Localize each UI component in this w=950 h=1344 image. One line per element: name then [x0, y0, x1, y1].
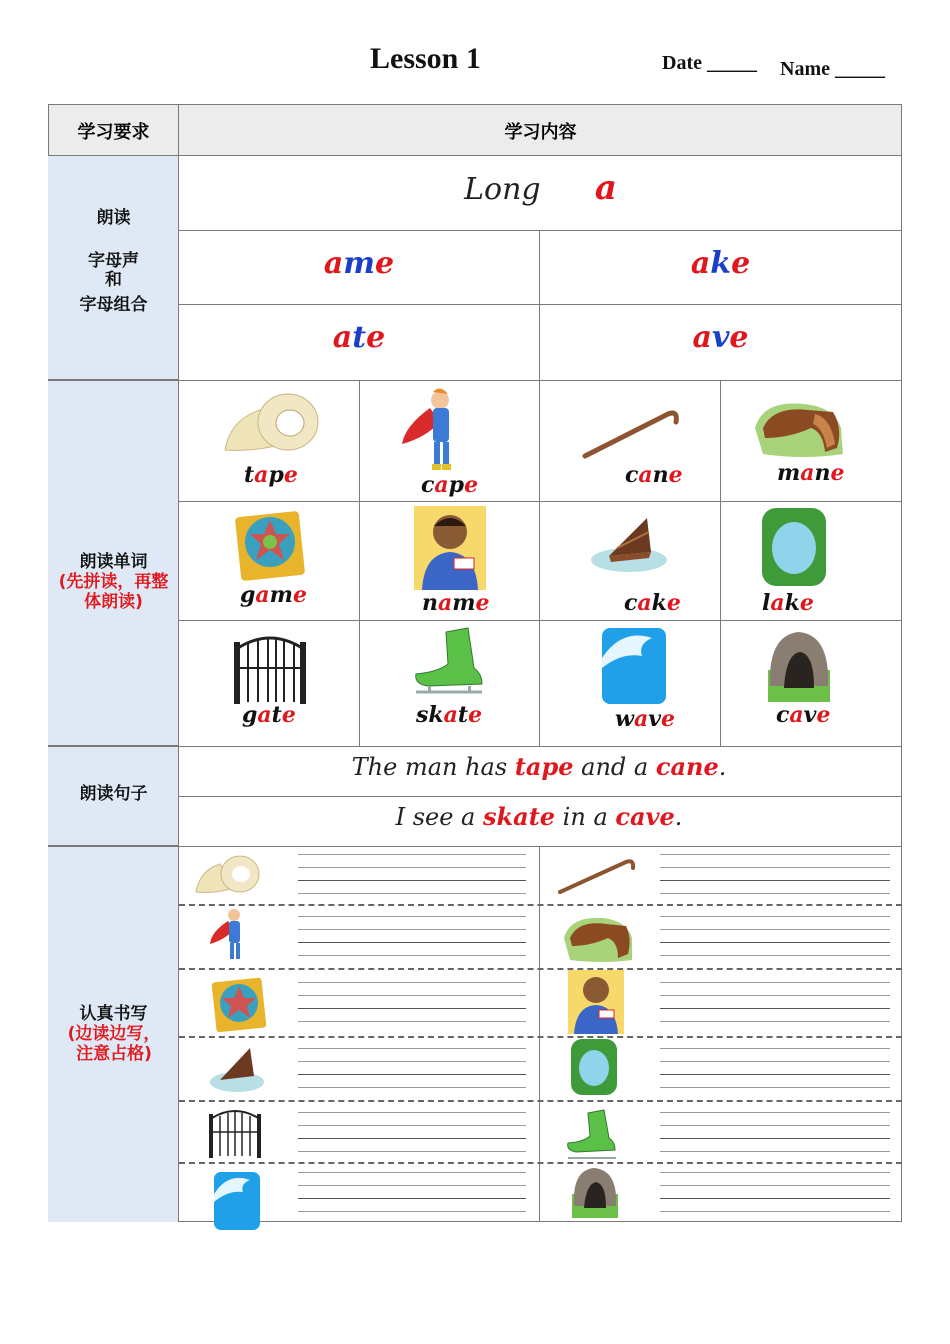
gate-icon	[232, 628, 308, 704]
cave-icon	[572, 1166, 618, 1218]
sentence-1: The man has tape and a cane.	[351, 752, 727, 781]
wave-icon	[214, 1172, 260, 1230]
row-separator	[179, 1036, 902, 1038]
row-separator	[179, 968, 902, 970]
word-tape: tape	[244, 462, 298, 488]
writing-lines[interactable]	[660, 916, 890, 968]
cave-icon	[768, 630, 830, 702]
word-cane: cane	[625, 462, 683, 488]
sentences-label: 朗读句子	[79, 784, 148, 804]
lake-icon	[760, 506, 828, 588]
words-note: (先拼读，再整体朗读)	[58, 572, 169, 612]
divider	[539, 380, 540, 746]
writing-lines[interactable]	[298, 1112, 526, 1164]
tape-icon	[220, 390, 320, 460]
writing-lines[interactable]	[660, 1172, 890, 1224]
phonics-label-line3: 和	[105, 270, 122, 290]
pattern-ate: ate	[332, 320, 386, 355]
horse-icon	[562, 914, 634, 964]
divider	[48, 746, 902, 747]
writing-lines[interactable]	[660, 982, 890, 1034]
writing-lines[interactable]	[298, 854, 526, 906]
game-board-icon	[212, 976, 268, 1032]
phonics-label-line4: 字母组合	[79, 295, 148, 315]
col-requirement-label: 学习要求	[77, 122, 150, 143]
word-game: game	[240, 582, 307, 608]
writing-note: (边读边写，注意占格)	[67, 1024, 161, 1064]
word-skate: skate	[416, 702, 483, 728]
cane-icon	[580, 404, 680, 464]
word-wave: wave	[615, 706, 676, 732]
date-field[interactable]: Date _____	[662, 52, 757, 74]
word-cape: cape	[421, 472, 479, 498]
skate-icon	[562, 1110, 620, 1166]
word-lake: lake	[762, 590, 814, 616]
name-field[interactable]: Name _____	[780, 58, 885, 80]
gate-icon	[208, 1104, 262, 1158]
long-letter: a	[594, 168, 617, 208]
long-word: Long	[464, 172, 541, 207]
divider	[179, 620, 902, 621]
divider	[179, 304, 902, 305]
worksheet-table	[48, 104, 902, 1222]
phonics-label-read: 朗读	[96, 208, 131, 228]
cape-icon	[400, 386, 480, 474]
lake-icon	[570, 1038, 618, 1096]
word-name: name	[422, 590, 490, 616]
divider	[179, 796, 902, 797]
col-content-label: 学习内容	[504, 122, 577, 143]
divider	[359, 380, 360, 746]
writing-label: 认真书写	[79, 1004, 148, 1024]
row-separator	[179, 1100, 902, 1102]
word-mane: mane	[777, 460, 845, 486]
pattern-ave: ave	[692, 320, 749, 355]
divider	[48, 380, 902, 381]
word-gate: gate	[242, 702, 296, 728]
cake-icon	[589, 512, 669, 574]
long-a-heading	[179, 168, 902, 208]
divider	[179, 230, 902, 231]
phonics-label-line2: 字母声	[88, 251, 139, 271]
wave-icon	[602, 628, 666, 704]
page-title: Lesson 1	[370, 42, 481, 75]
skate-icon	[408, 628, 488, 702]
divider	[720, 380, 721, 746]
horse-icon	[753, 398, 845, 460]
writing-lines[interactable]	[660, 1112, 890, 1164]
divider	[48, 846, 902, 847]
cane-icon	[556, 856, 636, 896]
cake-icon	[208, 1044, 266, 1094]
writing-lines[interactable]	[298, 982, 526, 1034]
words-label: 朗读单词	[79, 552, 148, 572]
tape-icon	[194, 852, 260, 898]
divider	[179, 501, 902, 502]
word-cave: cave	[776, 702, 831, 728]
writing-lines[interactable]	[660, 1048, 890, 1100]
game-board-icon	[236, 508, 306, 582]
writing-lines[interactable]	[298, 1048, 526, 1100]
word-cake: cake	[624, 590, 681, 616]
writing-lines[interactable]	[298, 916, 526, 968]
name-tag-boy-icon	[414, 506, 486, 590]
writing-lines[interactable]	[660, 854, 890, 906]
pattern-ame: ame	[323, 246, 395, 281]
name-tag-boy-icon	[568, 970, 624, 1034]
sentence-2: I see a skate in a cave.	[395, 802, 683, 831]
divider	[539, 846, 540, 1222]
cape-icon	[208, 906, 258, 964]
writing-lines[interactable]	[298, 1172, 526, 1224]
pattern-ake: ake	[690, 246, 751, 281]
